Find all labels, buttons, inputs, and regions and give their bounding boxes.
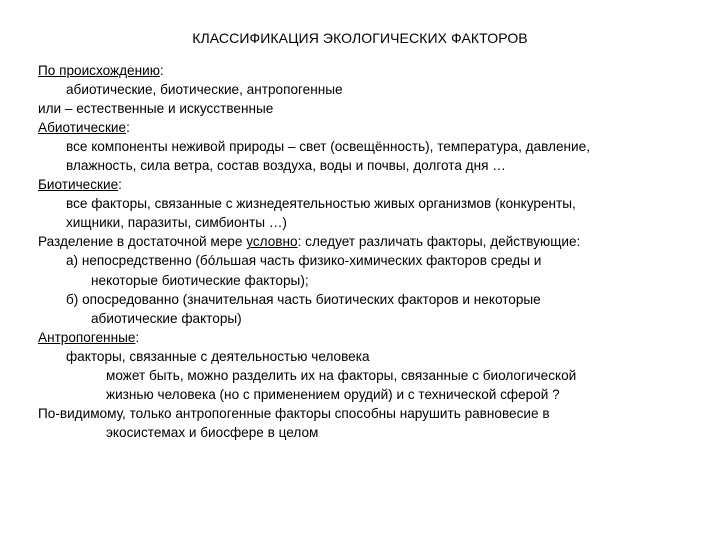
- division-pre: Разделение в достаточной мере: [38, 234, 247, 250]
- origin-heading-line: [38, 61, 698, 80]
- origin-line-1: абиотические, биотические, антропогенные: [66, 82, 343, 98]
- anthropogenic-line-1: факторы, связанные с деятельностью человека: [66, 348, 370, 364]
- biotic-line-2: хищники, паразиты, симбионты …): [66, 215, 287, 231]
- biotic-heading-line: [38, 175, 698, 194]
- abiotic-line-2: влажность, сила ветра, состав воздуха, воды и почвы, долгота дня …: [66, 158, 506, 174]
- division-underlined: условно: [246, 234, 298, 250]
- anthropogenic-colon: :: [135, 329, 140, 345]
- anthropogenic-line-3: жизнью человека (но с применением орудий) и с технической сферой ?: [106, 386, 560, 402]
- anthropogenic-heading: Антропогенные: [38, 329, 136, 345]
- biotic-line-1: все факторы, связанные с жизнедеятельностью живых организмов (конкуренты,: [66, 196, 576, 212]
- anthropogenic-line-2: может быть, можно разделить их на факторы, связанные с биологической: [106, 367, 577, 383]
- biotic-colon: :: [118, 177, 122, 193]
- abiotic-colon: :: [126, 120, 130, 136]
- division-line: [38, 232, 698, 251]
- conclusion-line-2: экосистемах и биосфере в целом: [106, 424, 319, 440]
- abiotic-heading: Абиотические: [38, 120, 127, 136]
- conclusion-line-1: По-видимому, только антропогенные факторы способны нарушить равновесие в: [38, 405, 550, 421]
- division-post: : следует различать факторы, действующие:: [297, 234, 581, 250]
- division-a-line-2: некоторые биотические факторы);: [91, 272, 309, 288]
- division-a-line-1: а) непосредственно (бóльшая часть физико-химических факторов среды и: [66, 253, 542, 269]
- biotic-heading: Биотические: [38, 177, 119, 193]
- slide-title: КЛАССИФИКАЦИЯ ЭКОЛОГИЧЕСКИХ ФАКТОРОВ: [192, 30, 528, 46]
- origin-line-2: или – естественные и искусственные: [38, 101, 274, 117]
- division-b-line-2: абиотические факторы): [91, 310, 242, 326]
- slide-body: [38, 61, 698, 442]
- abiotic-heading-line: [38, 118, 698, 137]
- division-b-line-1: б) опосредованно (значительная часть биотических факторов и некоторые: [66, 291, 541, 307]
- abiotic-line-1: все компоненты неживой природы – свет (освещённость), температура, давление,: [66, 139, 590, 155]
- origin-heading: По происхождению: [38, 63, 160, 78]
- anthropogenic-heading-line: [38, 328, 698, 347]
- origin-colon: :: [159, 63, 164, 78]
